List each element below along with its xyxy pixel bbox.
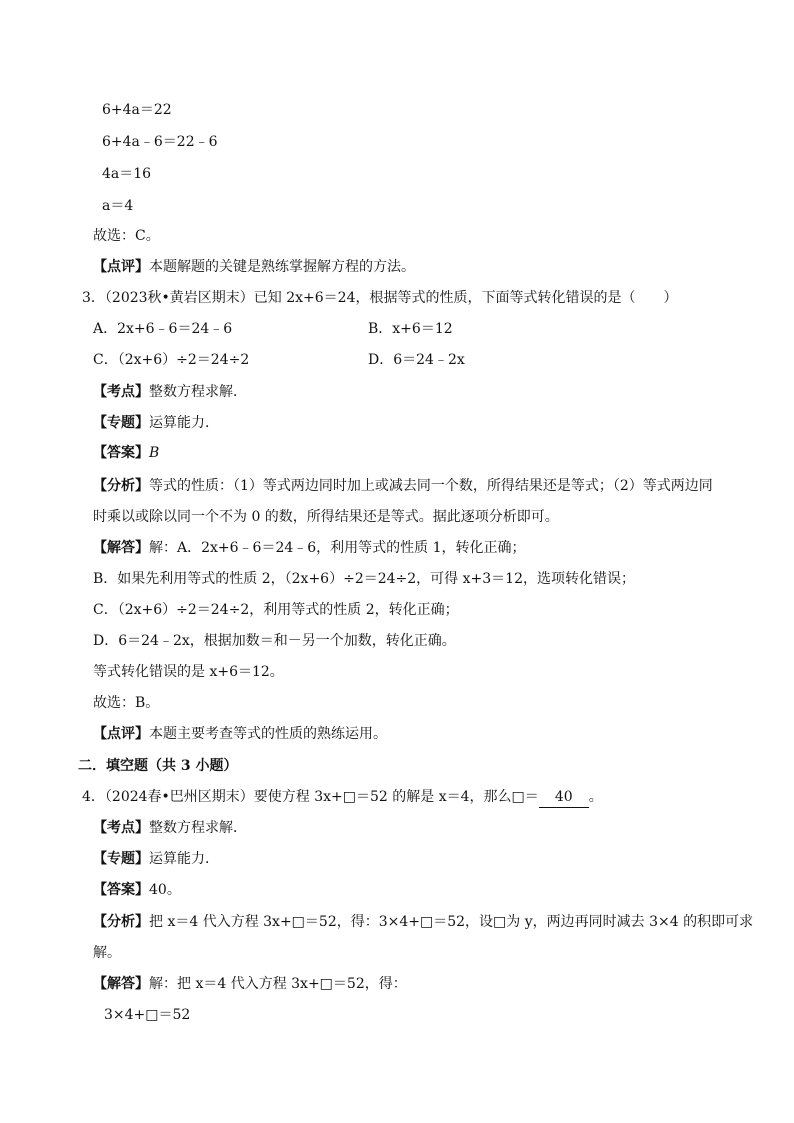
equation-line: a＝4 bbox=[102, 198, 134, 214]
analysis-tag: 【分析】 bbox=[93, 478, 149, 494]
topic-text: 运算能力． bbox=[149, 851, 219, 867]
equation-line: 3×4+□＝52 bbox=[104, 1007, 191, 1023]
analysis bbox=[93, 912, 753, 932]
solution-text: 解：A．2x+6﹣6＝24﹣6，利用等式的性质 1，转化正确； bbox=[149, 540, 526, 556]
option-c: C．（2x+6）÷2＝24÷2 bbox=[93, 352, 250, 368]
analysis-text: 等式的性质：（1）等式两边同时加上或减去同一个数，所得结果还是等式；（2）等式两边同 bbox=[149, 478, 713, 494]
solution-line: D．6＝24﹣2x，根据加数＝和－另一个加数，转化正确。 bbox=[93, 633, 456, 649]
analysis-text: 把 x＝4 代入方程 3x+□＝52，得：3×4+□＝52，设□为 y，两边再同时减去 3×4 的积即可求 bbox=[149, 914, 754, 930]
comment-text: 本题解题的关键是熟练掌握解方程的方法。 bbox=[149, 259, 415, 275]
answer-text: 40。 bbox=[149, 882, 181, 898]
comment-text: 本题主要考查等式的性质的熟练运用。 bbox=[149, 726, 387, 742]
answer-tag: 【答案】 bbox=[93, 445, 149, 461]
analysis-cont: 解。 bbox=[93, 945, 121, 961]
topic-text: 运算能力． bbox=[149, 415, 219, 431]
analysis-tag: 【分析】 bbox=[93, 914, 149, 930]
analysis bbox=[93, 476, 713, 496]
solution-line: B．如果先利用等式的性质 2，（2x+6）÷2＝24÷2，可得 x+3＝12，选项转化错误； bbox=[93, 571, 635, 587]
section-heading: 二．填空题（共 3 小题） bbox=[78, 758, 238, 774]
question-4-stem bbox=[82, 787, 603, 808]
answer-choice-line: 故选：C。 bbox=[93, 228, 160, 244]
equation-line: 6+4a＝22 bbox=[102, 102, 172, 118]
topic bbox=[93, 849, 219, 869]
topic bbox=[93, 413, 219, 433]
comment-tag: 【点评】 bbox=[93, 726, 149, 742]
question-4-text: 4．（2024春•巴州区期末）要使方程 3x+□＝52 的解是 x＝4，那么□＝ bbox=[82, 789, 539, 805]
answer bbox=[93, 880, 181, 900]
option-a: A．2x+6﹣6＝24﹣6 bbox=[93, 321, 233, 337]
knowledge-text: 整数方程求解． bbox=[149, 820, 247, 836]
topic-tag: 【专题】 bbox=[93, 851, 149, 867]
equation-line: 6+4a﹣6＝22﹣6 bbox=[102, 134, 218, 150]
solution-text: 解：把 x＝4 代入方程 3x+□＝52，得： bbox=[149, 976, 407, 992]
question-3-stem: 3．（2023秋•黄岩区期末）已知 2x+6＝24，根据等式的性质，下面等式转化错误的是（ ） bbox=[82, 290, 678, 306]
comment-tag: 【点评】 bbox=[93, 259, 149, 275]
answer-choice-line: 故选：B。 bbox=[93, 695, 160, 711]
question-4-end: 。 bbox=[588, 789, 603, 805]
knowledge-tag: 【考点】 bbox=[93, 384, 149, 400]
answer bbox=[93, 443, 159, 463]
option-b: B．x+6＝12 bbox=[368, 321, 453, 337]
solution-line: 等式转化错误的是 x+6＝12。 bbox=[93, 664, 284, 680]
solution-tag: 【解答】 bbox=[93, 976, 149, 992]
comment-line bbox=[93, 724, 387, 744]
knowledge-point bbox=[93, 818, 247, 838]
solution bbox=[93, 538, 526, 558]
equation-line: 4a＝16 bbox=[102, 166, 152, 182]
knowledge-text: 整数方程求解． bbox=[149, 384, 247, 400]
knowledge-point bbox=[93, 382, 247, 402]
analysis-cont: 时乘以或除以同一个不为 0 的数，所得结果还是等式。据此逐项分析即可。 bbox=[93, 509, 559, 525]
option-d: D．6＝24﹣2x bbox=[368, 352, 465, 368]
topic-tag: 【专题】 bbox=[93, 415, 149, 431]
knowledge-tag: 【考点】 bbox=[93, 820, 149, 836]
answer-text: B bbox=[149, 445, 160, 461]
solution bbox=[93, 974, 407, 994]
solution-tag: 【解答】 bbox=[93, 540, 149, 556]
solution-line: C．（2x+6）÷2＝24÷2，利用等式的性质 2，转化正确； bbox=[93, 602, 459, 618]
fill-blank-answer: 40 bbox=[539, 787, 589, 808]
answer-tag: 【答案】 bbox=[93, 882, 149, 898]
comment-line bbox=[93, 257, 415, 277]
